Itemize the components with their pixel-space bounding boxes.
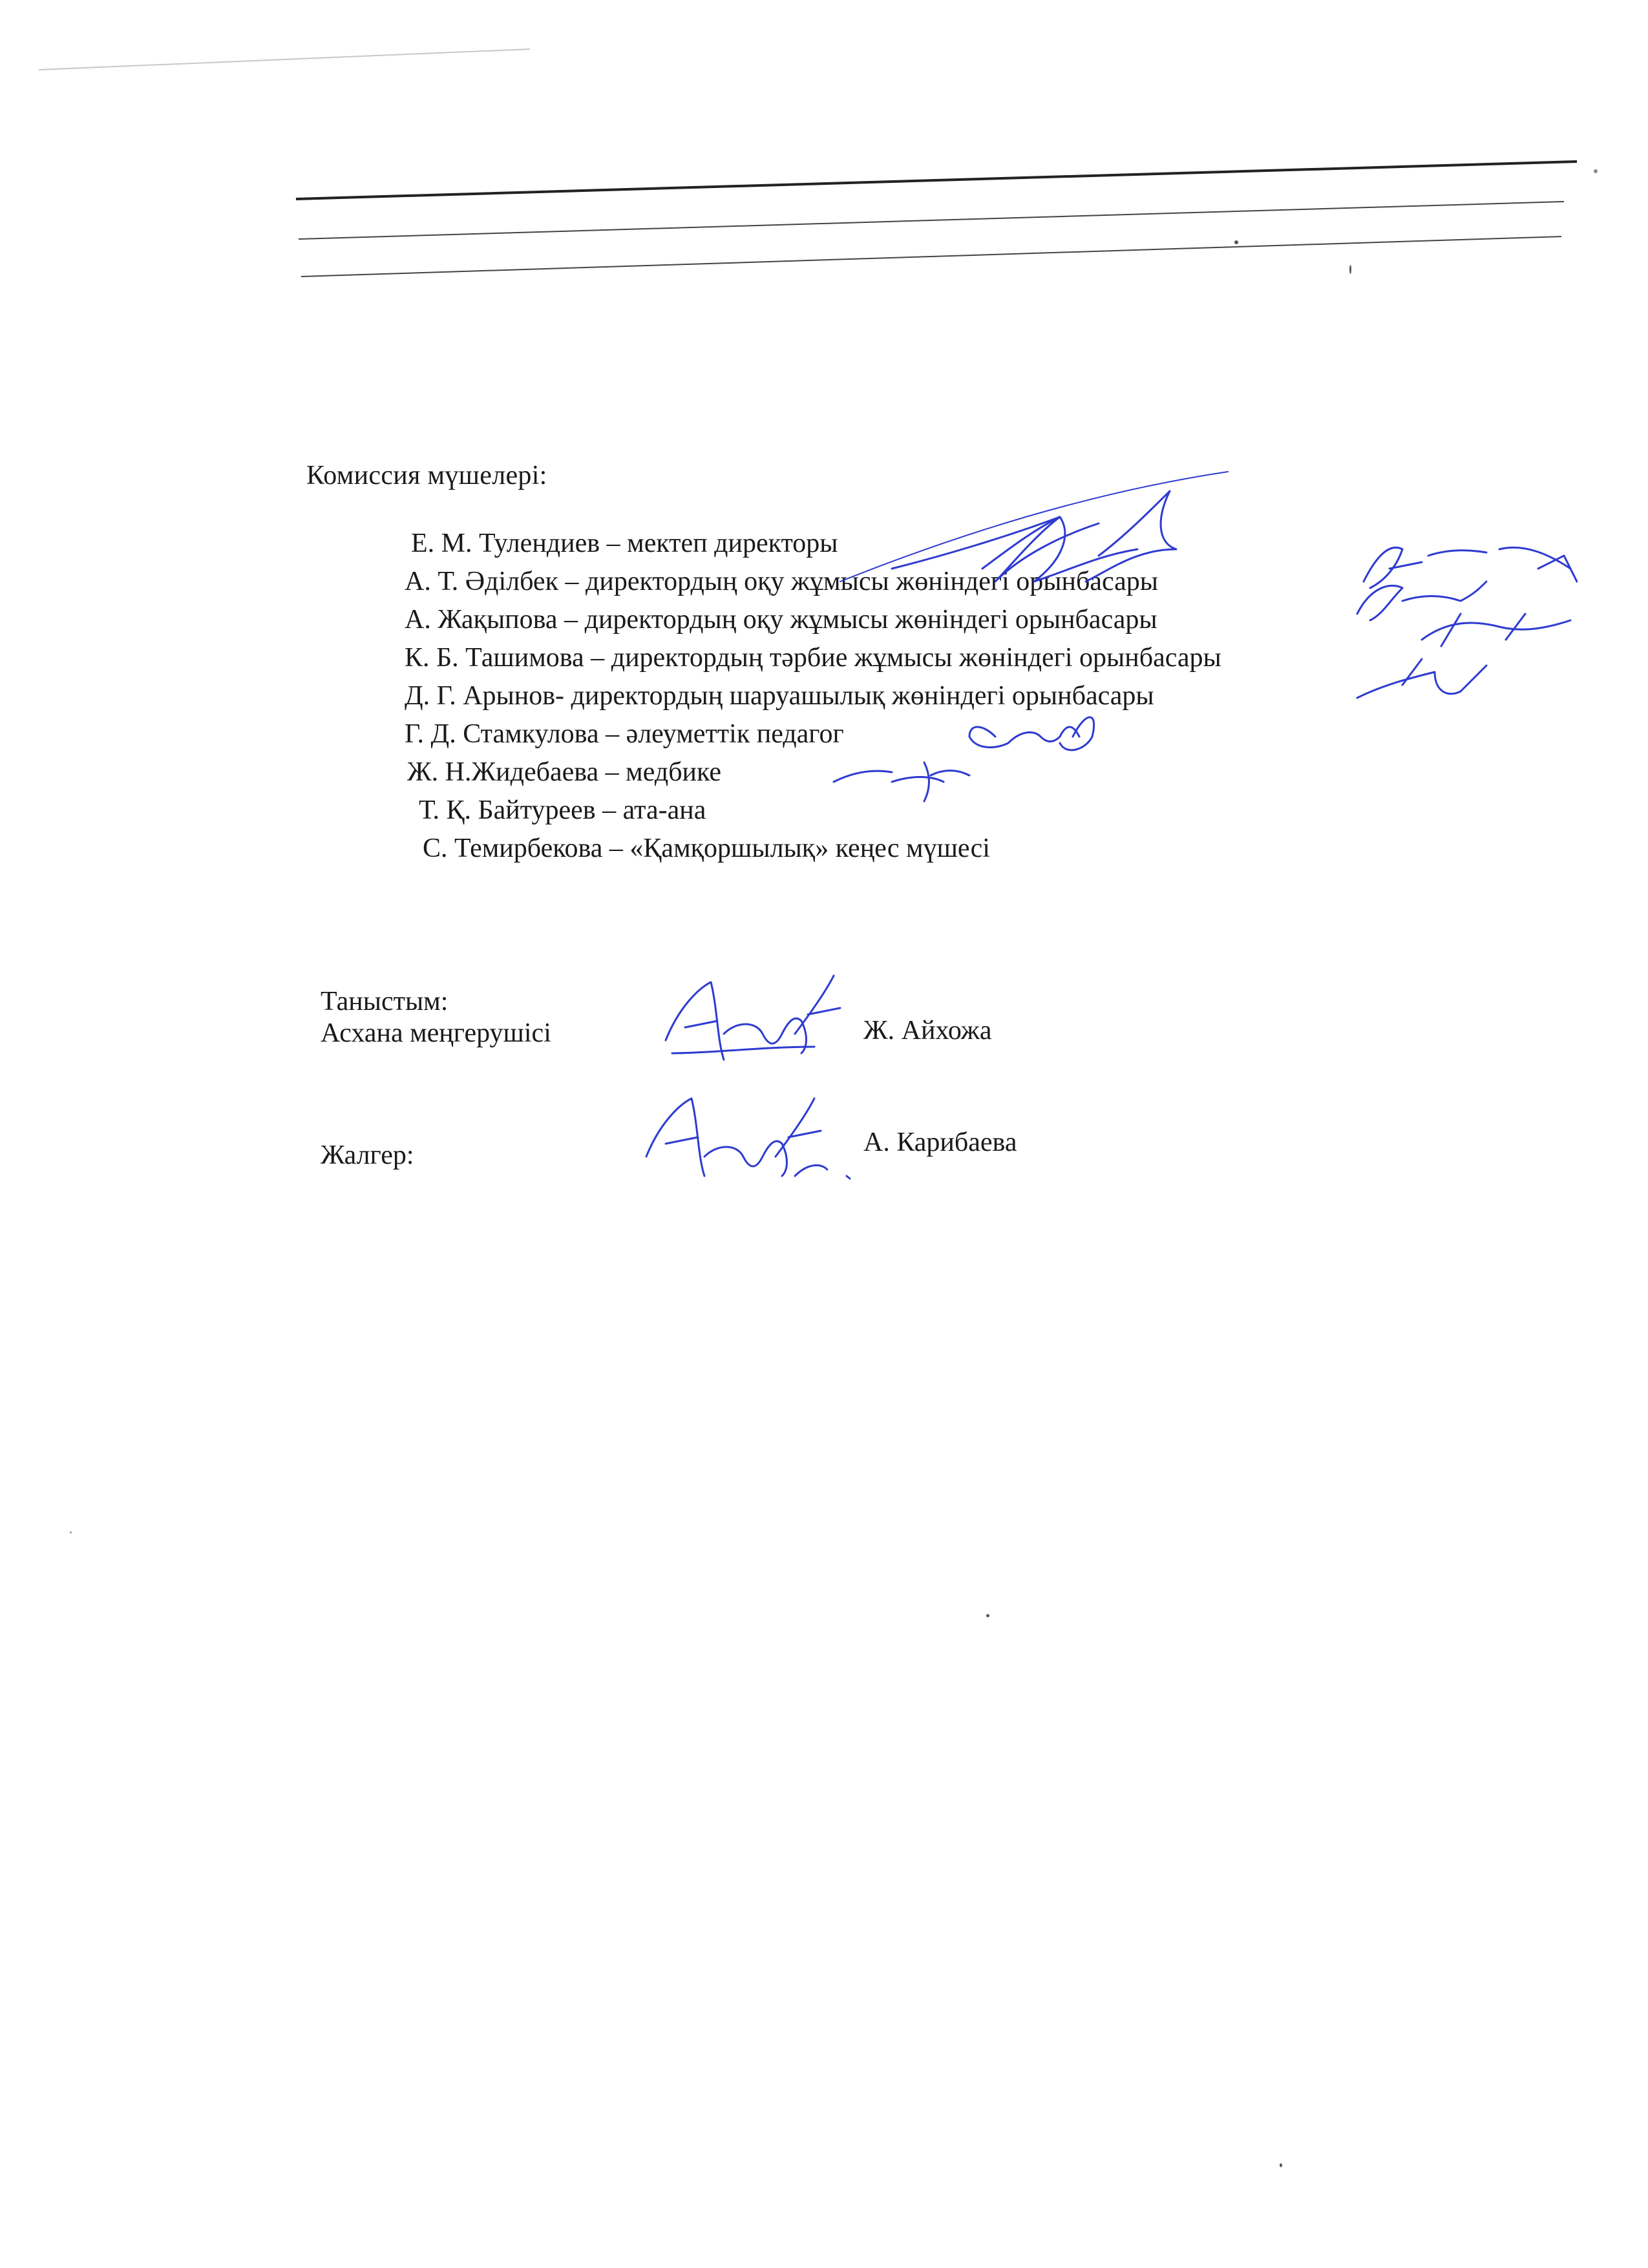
acknowledgement-label: Таныстым:: [321, 987, 449, 1016]
scan-speck: [986, 1614, 989, 1617]
scan-speck: [1594, 169, 1598, 173]
member-item: Д. Г. Арынов- директордың шаруашылық жөніндегі орынбасары: [405, 681, 1154, 711]
scan-speck: [1280, 2163, 1282, 2167]
tenant-role: Жалгер:: [321, 1140, 414, 1170]
commission-members-list: [407, 525, 1221, 868]
scan-speck: [70, 1531, 72, 1533]
tenant-name: А. Карибаева: [863, 1128, 1017, 1157]
commission-heading: Комиссия мүшелері:: [306, 461, 547, 490]
member-item: Т. Қ. Байтуреев – ата-ана: [419, 795, 706, 825]
canteen-manager-role: Асхана меңгерушісі: [321, 1018, 551, 1048]
scan-speck: [1234, 240, 1238, 244]
member-item: К. Б. Ташимова – директордың тәрбие жұмысы жөніндегі орынбасары: [405, 643, 1221, 673]
scan-speck: [1349, 265, 1351, 274]
member-item: Е. М. Тулендиев – мектеп директоры: [411, 529, 838, 558]
member-item: А. Жақыпова – директордың оқу жұмысы жөніндегі орынбасары: [405, 605, 1157, 635]
member-item: Ж. Н.Жидебаева – медбике: [407, 757, 722, 787]
canteen-manager-name: Ж. Айхожа: [863, 1016, 992, 1045]
member-item: А. Т. Әділбек – директордың оқу жұмысы жөніндегі орынбасары: [405, 567, 1158, 596]
member-item: Г. Д. Стамкулова – әлеуметтік педагог: [405, 719, 844, 749]
member-item: С. Темирбекова – «Қамқоршылық» кеңес мүшесі: [423, 834, 990, 863]
